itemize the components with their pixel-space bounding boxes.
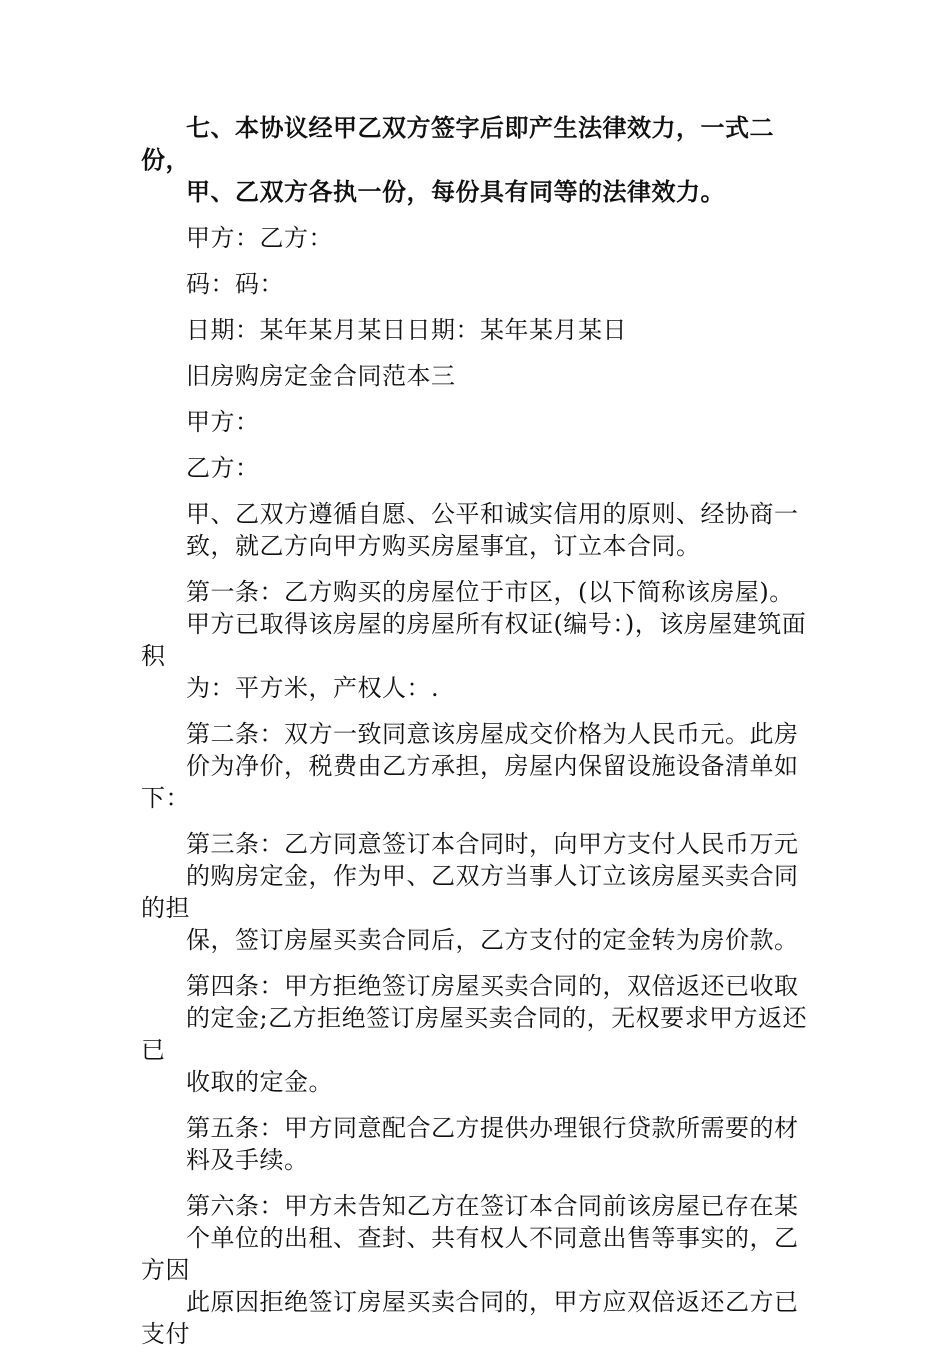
paragraph-line: 个单位的出租、查封、共有权人不同意出售等事实的，乙方因 bbox=[141, 1224, 799, 1284]
paragraph-line: 第一条：乙方购买的房屋位于市区，(以下简称该房屋)。 bbox=[186, 578, 794, 606]
paragraph-line: 日期：某年某月某日日期：某年某月某日 bbox=[186, 316, 627, 344]
paragraph-p5 bbox=[141, 360, 813, 392]
paragraph-line: 甲、乙双方遵循自愿、公平和诚实信用的原则、经协商一 bbox=[186, 500, 799, 528]
paragraph-p9 bbox=[141, 576, 813, 704]
paragraph-line: 甲、乙双方各执一份，每份具有同等的法律效力。 bbox=[186, 177, 725, 206]
paragraph-p8 bbox=[141, 498, 813, 562]
paragraph-p4 bbox=[141, 314, 813, 346]
paragraph-line: 码：码： bbox=[186, 270, 284, 298]
paragraph-p11 bbox=[141, 828, 813, 956]
paragraph-line: 料及手续。 bbox=[186, 1146, 309, 1174]
paragraph-line: 此原因拒绝签订房屋买卖合同的，甲方应双倍返还乙方已支付 bbox=[141, 1288, 799, 1348]
paragraph-line: 致，就乙方向甲方购买房屋事宜，订立本合同。 bbox=[186, 532, 701, 560]
paragraph-line: 价为净价，税费由乙方承担，房屋内保留设施设备清单如下： bbox=[141, 752, 799, 812]
paragraph-line: 第六条：甲方未告知乙方在签订本合同前该房屋已存在某 bbox=[186, 1192, 799, 1220]
paragraph-line: 第三条：乙方同意签订本合同时，向甲方支付人民币万元 bbox=[186, 830, 799, 858]
paragraph-p7 bbox=[141, 452, 813, 484]
paragraph-line: 甲方：乙方： bbox=[186, 224, 333, 252]
paragraph-line: 为：平方米，产权人：. bbox=[186, 674, 440, 702]
paragraph-line: 的购房定金，作为甲、乙双方当事人订立该房屋买卖合同的担 bbox=[141, 862, 799, 922]
paragraph-line: 收取的定金。 bbox=[186, 1068, 333, 1096]
paragraph-p13 bbox=[141, 1112, 813, 1176]
paragraph-p14 bbox=[141, 1190, 813, 1350]
paragraph-line: 第二条：双方一致同意该房屋成交价格为人民币元。此房 bbox=[186, 720, 799, 748]
paragraph-line: 乙方： bbox=[186, 454, 260, 482]
document-body bbox=[141, 112, 813, 1364]
paragraph-p3 bbox=[141, 268, 813, 300]
paragraph-p1 bbox=[141, 112, 813, 208]
paragraph-line: 第五条：甲方同意配合乙方提供办理银行贷款所需要的材 bbox=[186, 1114, 799, 1142]
paragraph-p2 bbox=[141, 222, 813, 254]
paragraph-line: 的定金;乙方拒绝签订房屋买卖合同的，无权要求甲方返还已 bbox=[141, 1004, 808, 1064]
paragraph-line: 保，签订房屋买卖合同后，乙方支付的定金转为房价款。 bbox=[186, 926, 799, 954]
paragraph-line: 旧房购房定金合同范本三 bbox=[186, 362, 456, 390]
paragraph-p12 bbox=[141, 970, 813, 1098]
paragraph-line: 第四条：甲方拒绝签订房屋买卖合同的，双倍返还已收取 bbox=[186, 972, 799, 1000]
paragraph-p10 bbox=[141, 718, 813, 814]
paragraph-line: 甲方： bbox=[186, 408, 260, 436]
paragraph-line: 甲方已取得该房屋的房屋所有权证(编号：)，该房屋建筑面积 bbox=[141, 610, 807, 670]
paragraph-line: 七、本协议经甲乙双方签字后即产生法律效力，一式二份， bbox=[141, 113, 774, 174]
paragraph-p6 bbox=[141, 406, 813, 438]
